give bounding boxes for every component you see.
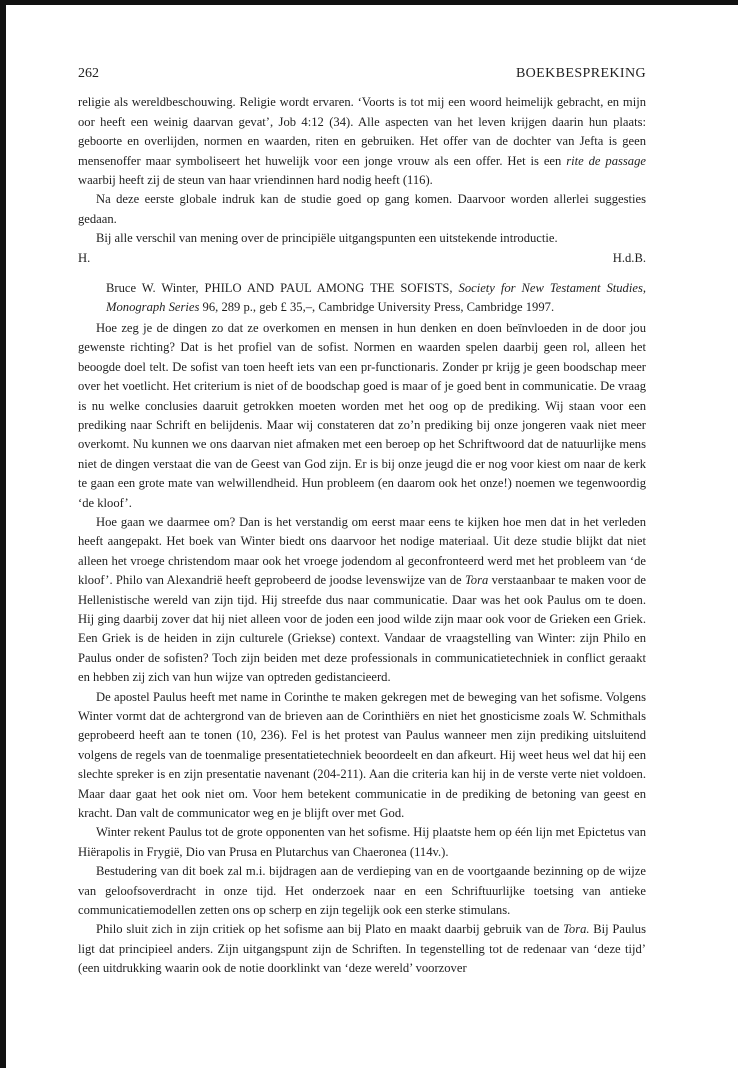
running-head (78, 64, 646, 83)
text-run: Philo sluit zich in zijn critiek op het sofisme aan bij Plato en maakt daarbij gebruik van de (96, 922, 564, 937)
text-run: Hoe gaan we daarmee om? Dan is het verstandig om eerst maar eens te kijken hoe men dat in het verleden heeft aangepakt. Het boek van Winter biedt ons daarvoor het nodige materiaal. Uit deze studie blijkt dat niet alleen het vroege christendom maar ook het vroege jodendom al geconfronteerd werd met het probleem van ‘de kloof’. Philo van Alexandrië heeft geprobeerd de joodse levenswijze van de (78, 514, 646, 588)
review-bibliographic-header (78, 279, 646, 318)
signature-left: H. (78, 250, 91, 265)
body-paragraph-1: Hoe zeg je de dingen zo dat ze overkomen en mensen in hun denken en doen beïnvloeden in de door jou gewenste richting? Dat is het profiel van de sofist. Normen en waarden spelen daarbij geen rol, alleen het beoogde doel telt. De sofist van toen heeft iets van een pr-functionaris. Zonder pr krijg je geen boodschap meer over het voetlicht. Het criterium is niet of de boodschap goed is maar of je goed bent in communicatie. De vraag is nu welke conclusies daaruit getrokken moeten worden met het oog op de prediking. Wij staan voor een prediking naar Schrift en belijdenis. Maar wij constateren dat zo’n prediking bij onze jongeren vaak niet meer overkomt. Nu kunnen we ons daarvan niet afmaken met een beroep op het Schriftwoord dat de natuurlijke mens niet de dingen verstaat die van de Geest van God zijn. Er is bij onze jeugd die er nog voor kiest om naar de kerk te gaan een grote mate van welwillendheid. Hun probleem (en daarom ook het onze!) noemen we tegenwoordig ‘de kloof’. (78, 320, 646, 510)
previous-review-paragraph-3: Bij alle verschil van mening over de principiële uitgangspunten een uitstekende introductie. (96, 231, 558, 246)
scan-border-top (0, 0, 738, 5)
scan-border-left (0, 0, 6, 1068)
text-run: religie als wereldbeschouwing. Religie wordt ervaren. ‘Voorts is tot mij een woord heimelijk gebracht, en mijn oor heeft een weinig daarvan gevat’, Job 4:12 (34). Alle aspecten van het leven krijgen daarin hun plaats: geboorte en overlijden, normen en waarden, riten en gebruiken. Het offer van de dochter van Jefta is geen mensenoffer maar symboliseert het huwelijk voor een jonge vrouw als een offer. Het is een (78, 95, 646, 168)
previous-review-signature (78, 249, 646, 268)
book-series: Society for New Testament Studies, Monograph Series (106, 281, 646, 315)
italic-term: Tora (464, 573, 489, 588)
book-author-title: Bruce W. Winter, PHILO AND PAUL AMONG THE SOFISTS, (106, 281, 459, 296)
text-run: Bij Paulus ligt dat principieel anders. Zijn uitgangspunt zijn de Schriften. In tegenstelling tot de redenaar van ‘deze tijd’ (een uitdrukking waarin ook de notie doorklinkt van ‘deze wereld’ voorzover (78, 922, 646, 976)
body-paragraph-5: Bestudering van dit boek zal m.i. bijdragen aan de verdieping van en de voortgaande bezinning op de wijze van geloofsoverdracht in onze tijd. Het onderzoek naar en een Schriftuurlijke toetsing van antieke communicatiemodellen zetten ons op scherp en zijn tegelijk ook een sterke stimulans. (78, 864, 646, 918)
previous-review-paragraph-2: Na deze eerste globale indruk kan de studie goed op gang komen. Daarvoor worden allerlei suggesties gedaan. (78, 192, 646, 226)
page (78, 64, 646, 979)
italic-term: rite de passage (566, 153, 646, 168)
body-paragraph-3: De apostel Paulus heeft met name in Corinthe te maken gekregen met de beweging van het sofisme. Volgens Winter vormt dat de achtergrond van de brieven aan de Corinthiërs en niet het gnosticisme zoals W. Schmithals geprobeerd heeft aan te tonen (10, 236). Fel is het protest van Paulus wanneer men zijn prediking uitsluitend volgens de regels van de toenmalige presentatietechniek beoordeelt en dan afkeurt. Hij weet heus wel dat hij een slechte spreker is en zijn presentatie navenant (204-211). Aan die criteria kan hij in de verste verte niet voldoen. Maar daar gaat het ook niet om. Voor hem betekent communicatie in de prediking de betoning van geest en kracht. Dan valt de communicator weg en je blijft over met God. (78, 689, 646, 821)
signature-right: H.d.B. (612, 250, 646, 265)
body-paragraph-2 (78, 513, 646, 688)
body-paragraph-4: Winter rekent Paulus tot de grote opponenten van het sofisme. Hij plaatste hem op één lijn met Epictetus van Hiërapolis in Frygië, Dio van Prusa en Plutarchus van Chaeronea (114v.). (78, 825, 646, 859)
book-details: 96, 289 p., geb £ 35,–, Cambridge University Press, Cambridge 1997. (199, 300, 555, 315)
text-run: waarbij heeft zij de steun van haar vriendinnen hard nodig heeft (116). (78, 173, 433, 188)
running-title: BOEKBESPREKING (515, 66, 646, 81)
body-paragraph-6 (78, 920, 646, 978)
previous-review-paragraph-1 (78, 93, 646, 190)
italic-term: Tora. (563, 922, 590, 937)
text-run: verstaanbaar te maken voor de Hellenistische wereld van zijn tijd. Hij streefde dus naar communicatie. Daar was het ook Paulus om te doen. Hij ging daarbij zover dat hij niet alleen voor de joden een jood wilde zijn maar ook voor de Grieken een Griek. Een Griek is de heiden in zijn culturele (Griekse) context. Vandaar de vraagstelling van Winter: zijn Philo en Paulus onder de sofisten? Toch zijn beiden met deze professionals in communicatietechniek in conflict geraakt en hebben zij zich van hun wijze van optreden gedistancieerd. (78, 573, 646, 685)
page-number: 262 (78, 66, 99, 81)
